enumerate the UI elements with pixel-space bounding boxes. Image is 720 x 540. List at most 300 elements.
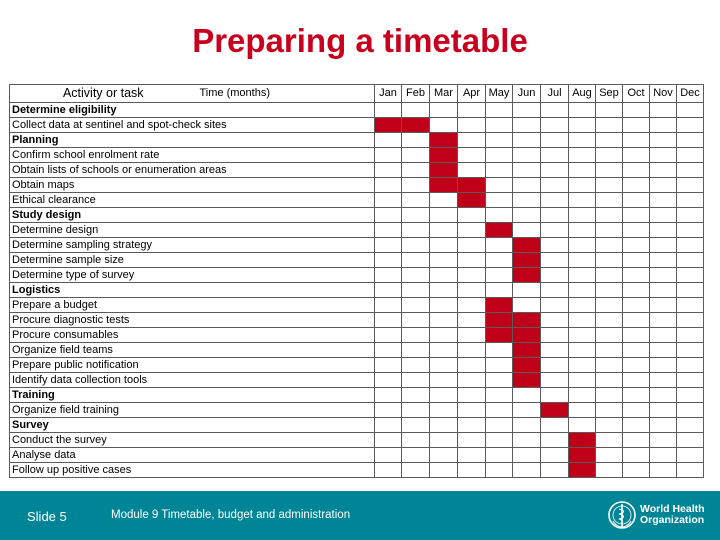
scheduled-cell (430, 178, 458, 193)
empty-cell (677, 328, 704, 343)
task-label: Obtain lists of schools or enumeration areas (10, 163, 375, 178)
empty-cell (458, 298, 486, 313)
empty-cell (650, 118, 677, 133)
scheduled-cell (430, 148, 458, 163)
empty-cell (375, 343, 402, 358)
empty-cell (569, 418, 596, 433)
empty-cell (569, 388, 596, 403)
empty-cell (513, 298, 541, 313)
task-row (10, 403, 704, 418)
empty-cell (623, 433, 650, 448)
empty-cell (541, 118, 569, 133)
empty-cell (677, 343, 704, 358)
empty-cell (677, 148, 704, 163)
task-label: Determine eligibility (10, 103, 375, 118)
empty-cell (402, 313, 430, 328)
scheduled-cell (486, 298, 513, 313)
empty-cell (458, 388, 486, 403)
task-label: Determine sample size (10, 253, 375, 268)
task-label: Determine type of survey (10, 268, 375, 283)
empty-cell (650, 343, 677, 358)
empty-cell (650, 133, 677, 148)
empty-cell (569, 283, 596, 298)
empty-cell (430, 463, 458, 478)
empty-cell (486, 433, 513, 448)
empty-cell (596, 373, 623, 388)
timetable-body (10, 103, 704, 478)
empty-cell (513, 388, 541, 403)
empty-cell (486, 403, 513, 418)
empty-cell (623, 328, 650, 343)
time-header: Time (months) (197, 85, 375, 103)
empty-cell (486, 388, 513, 403)
empty-cell (458, 418, 486, 433)
empty-cell (541, 148, 569, 163)
empty-cell (541, 223, 569, 238)
task-row (10, 433, 704, 448)
empty-cell (623, 418, 650, 433)
task-row (10, 313, 704, 328)
empty-cell (623, 448, 650, 463)
empty-cell (375, 103, 402, 118)
empty-cell (375, 268, 402, 283)
empty-cell (375, 133, 402, 148)
empty-cell (486, 283, 513, 298)
logo-line-1: World Health (640, 503, 705, 515)
empty-cell (402, 223, 430, 238)
empty-cell (569, 373, 596, 388)
empty-cell (458, 403, 486, 418)
empty-cell (677, 193, 704, 208)
empty-cell (486, 148, 513, 163)
empty-cell (458, 133, 486, 148)
month-header-feb: Feb (402, 85, 430, 103)
empty-cell (402, 388, 430, 403)
header-row (10, 85, 704, 103)
scheduled-cell (513, 328, 541, 343)
empty-cell (541, 433, 569, 448)
empty-cell (458, 208, 486, 223)
empty-cell (430, 193, 458, 208)
task-label: Organize field training (10, 403, 375, 418)
empty-cell (375, 448, 402, 463)
empty-cell (402, 328, 430, 343)
empty-cell (677, 133, 704, 148)
scheduled-cell (513, 343, 541, 358)
empty-cell (513, 283, 541, 298)
empty-cell (569, 208, 596, 223)
empty-cell (375, 418, 402, 433)
empty-cell (486, 238, 513, 253)
empty-cell (677, 253, 704, 268)
logo-line-2: Organization (640, 514, 705, 526)
empty-cell (430, 103, 458, 118)
empty-cell (650, 373, 677, 388)
empty-cell (677, 268, 704, 283)
empty-cell (677, 163, 704, 178)
empty-cell (375, 403, 402, 418)
empty-cell (623, 238, 650, 253)
month-header-mar: Mar (430, 85, 458, 103)
scheduled-cell (513, 373, 541, 388)
who-logo (607, 500, 705, 530)
empty-cell (430, 283, 458, 298)
scheduled-cell (513, 238, 541, 253)
empty-cell (402, 238, 430, 253)
task-label: Collect data at sentinel and spot-check sites (10, 118, 375, 133)
empty-cell (458, 163, 486, 178)
month-header-nov: Nov (650, 85, 677, 103)
empty-cell (430, 328, 458, 343)
empty-cell (486, 178, 513, 193)
empty-cell (458, 373, 486, 388)
empty-cell (375, 298, 402, 313)
task-row (10, 328, 704, 343)
empty-cell (458, 253, 486, 268)
empty-cell (430, 388, 458, 403)
empty-cell (677, 103, 704, 118)
empty-cell (458, 313, 486, 328)
empty-cell (596, 103, 623, 118)
empty-cell (458, 433, 486, 448)
empty-cell (402, 253, 430, 268)
empty-cell (650, 163, 677, 178)
task-label: Confirm school enrolment rate (10, 148, 375, 163)
empty-cell (513, 208, 541, 223)
empty-cell (623, 343, 650, 358)
empty-cell (596, 298, 623, 313)
empty-cell (541, 163, 569, 178)
section-row (10, 133, 704, 148)
empty-cell (458, 223, 486, 238)
empty-cell (430, 418, 458, 433)
empty-cell (569, 253, 596, 268)
empty-cell (596, 253, 623, 268)
task-label: Follow up positive cases (10, 463, 375, 478)
empty-cell (430, 253, 458, 268)
empty-cell (486, 193, 513, 208)
empty-cell (677, 178, 704, 193)
empty-cell (430, 268, 458, 283)
slide-title: Preparing a timetable (192, 22, 528, 59)
empty-cell (677, 373, 704, 388)
empty-cell (541, 343, 569, 358)
empty-cell (375, 253, 402, 268)
task-label: Procure consumables (10, 328, 375, 343)
empty-cell (513, 223, 541, 238)
empty-cell (650, 388, 677, 403)
task-row (10, 268, 704, 283)
empty-cell (402, 343, 430, 358)
task-label: Prepare a budget (10, 298, 375, 313)
empty-cell (375, 463, 402, 478)
empty-cell (402, 403, 430, 418)
empty-cell (623, 208, 650, 223)
empty-cell (650, 268, 677, 283)
month-header-oct: Oct (623, 85, 650, 103)
empty-cell (430, 223, 458, 238)
empty-cell (541, 133, 569, 148)
empty-cell (375, 208, 402, 223)
section-row (10, 208, 704, 223)
empty-cell (402, 148, 430, 163)
scheduled-cell (486, 223, 513, 238)
scheduled-cell (458, 193, 486, 208)
empty-cell (458, 283, 486, 298)
module-title: Module 9 Timetable, budget and administration (111, 509, 351, 521)
empty-cell (596, 313, 623, 328)
scheduled-cell (513, 313, 541, 328)
scheduled-cell (569, 463, 596, 478)
empty-cell (430, 313, 458, 328)
empty-cell (541, 298, 569, 313)
empty-cell (541, 208, 569, 223)
empty-cell (623, 103, 650, 118)
empty-cell (513, 178, 541, 193)
empty-cell (430, 358, 458, 373)
empty-cell (375, 238, 402, 253)
empty-cell (402, 418, 430, 433)
empty-cell (486, 253, 513, 268)
empty-cell (402, 298, 430, 313)
empty-cell (402, 133, 430, 148)
empty-cell (569, 268, 596, 283)
empty-cell (623, 358, 650, 373)
month-header-aug: Aug (569, 85, 596, 103)
empty-cell (677, 283, 704, 298)
section-row (10, 418, 704, 433)
empty-cell (458, 103, 486, 118)
task-label: Organize field teams (10, 343, 375, 358)
empty-cell (650, 283, 677, 298)
empty-cell (402, 463, 430, 478)
month-header-dec: Dec (677, 85, 704, 103)
empty-cell (402, 283, 430, 298)
section-row (10, 103, 704, 118)
empty-cell (458, 238, 486, 253)
empty-cell (541, 358, 569, 373)
task-row (10, 358, 704, 373)
empty-cell (650, 238, 677, 253)
month-header-jul: Jul (541, 85, 569, 103)
task-label: Determine sampling strategy (10, 238, 375, 253)
empty-cell (596, 403, 623, 418)
empty-cell (596, 328, 623, 343)
empty-cell (486, 118, 513, 133)
task-label: Planning (10, 133, 375, 148)
empty-cell (623, 193, 650, 208)
empty-cell (623, 463, 650, 478)
empty-cell (513, 193, 541, 208)
empty-cell (596, 268, 623, 283)
empty-cell (596, 148, 623, 163)
task-row (10, 373, 704, 388)
empty-cell (596, 238, 623, 253)
empty-cell (375, 328, 402, 343)
empty-cell (623, 268, 650, 283)
section-row (10, 388, 704, 403)
empty-cell (650, 313, 677, 328)
empty-cell (541, 253, 569, 268)
empty-cell (486, 163, 513, 178)
empty-cell (569, 163, 596, 178)
scheduled-cell (458, 178, 486, 193)
empty-cell (650, 448, 677, 463)
empty-cell (513, 403, 541, 418)
empty-cell (430, 343, 458, 358)
empty-cell (402, 358, 430, 373)
empty-cell (402, 178, 430, 193)
empty-cell (650, 208, 677, 223)
scheduled-cell (541, 403, 569, 418)
empty-cell (541, 448, 569, 463)
empty-cell (596, 193, 623, 208)
empty-cell (596, 208, 623, 223)
empty-cell (596, 358, 623, 373)
empty-cell (623, 283, 650, 298)
task-label: Ethical clearance (10, 193, 375, 208)
empty-cell (677, 208, 704, 223)
empty-cell (541, 178, 569, 193)
empty-cell (677, 388, 704, 403)
task-label: Analyse data (10, 448, 375, 463)
empty-cell (486, 448, 513, 463)
empty-cell (623, 118, 650, 133)
empty-cell (402, 268, 430, 283)
empty-cell (541, 373, 569, 388)
empty-cell (677, 223, 704, 238)
slide-number: Slide 5 (27, 509, 67, 524)
empty-cell (677, 238, 704, 253)
task-label: Training (10, 388, 375, 403)
task-label: Prepare public notification (10, 358, 375, 373)
empty-cell (677, 118, 704, 133)
empty-cell (650, 433, 677, 448)
empty-cell (458, 268, 486, 283)
empty-cell (677, 358, 704, 373)
empty-cell (623, 313, 650, 328)
task-row (10, 463, 704, 478)
empty-cell (430, 403, 458, 418)
empty-cell (596, 223, 623, 238)
task-label: Study design (10, 208, 375, 223)
empty-cell (650, 328, 677, 343)
scheduled-cell (513, 358, 541, 373)
empty-cell (596, 178, 623, 193)
empty-cell (623, 373, 650, 388)
empty-cell (486, 418, 513, 433)
empty-cell (486, 463, 513, 478)
empty-cell (486, 358, 513, 373)
empty-cell (596, 448, 623, 463)
empty-cell (650, 463, 677, 478)
empty-cell (402, 103, 430, 118)
empty-cell (402, 448, 430, 463)
empty-cell (569, 118, 596, 133)
empty-cell (458, 448, 486, 463)
empty-cell (513, 433, 541, 448)
empty-cell (677, 313, 704, 328)
empty-cell (430, 448, 458, 463)
scheduled-cell (430, 163, 458, 178)
empty-cell (458, 328, 486, 343)
empty-cell (596, 283, 623, 298)
empty-cell (650, 253, 677, 268)
empty-cell (375, 313, 402, 328)
empty-cell (569, 298, 596, 313)
task-row (10, 448, 704, 463)
month-header-may: May (486, 85, 513, 103)
empty-cell (486, 208, 513, 223)
empty-cell (650, 298, 677, 313)
task-row (10, 193, 704, 208)
scheduled-cell (430, 133, 458, 148)
empty-cell (596, 463, 623, 478)
task-label: Determine design (10, 223, 375, 238)
empty-cell (486, 133, 513, 148)
empty-cell (375, 283, 402, 298)
scheduled-cell (375, 118, 402, 133)
task-row (10, 253, 704, 268)
empty-cell (569, 403, 596, 418)
timetable-grid (9, 84, 704, 478)
empty-cell (569, 178, 596, 193)
month-header-jan: Jan (375, 85, 402, 103)
empty-cell (513, 118, 541, 133)
empty-cell (402, 433, 430, 448)
empty-cell (430, 208, 458, 223)
empty-cell (596, 118, 623, 133)
empty-cell (513, 448, 541, 463)
empty-cell (596, 163, 623, 178)
task-label: Identify data collection tools (10, 373, 375, 388)
empty-cell (513, 148, 541, 163)
empty-cell (596, 133, 623, 148)
empty-cell (375, 178, 402, 193)
empty-cell (513, 133, 541, 148)
empty-cell (650, 418, 677, 433)
empty-cell (402, 193, 430, 208)
empty-cell (541, 238, 569, 253)
task-row (10, 298, 704, 313)
task-row (10, 178, 704, 193)
empty-cell (650, 358, 677, 373)
empty-cell (569, 313, 596, 328)
empty-cell (623, 148, 650, 163)
empty-cell (677, 298, 704, 313)
empty-cell (677, 418, 704, 433)
empty-cell (541, 418, 569, 433)
empty-cell (569, 193, 596, 208)
empty-cell (623, 298, 650, 313)
scheduled-cell (513, 268, 541, 283)
empty-cell (375, 193, 402, 208)
empty-cell (458, 463, 486, 478)
scheduled-cell (569, 433, 596, 448)
empty-cell (513, 463, 541, 478)
empty-cell (650, 193, 677, 208)
empty-cell (596, 388, 623, 403)
empty-cell (430, 433, 458, 448)
empty-cell (402, 373, 430, 388)
empty-cell (650, 223, 677, 238)
empty-cell (375, 358, 402, 373)
empty-cell (623, 133, 650, 148)
empty-cell (430, 118, 458, 133)
task-row (10, 238, 704, 253)
scheduled-cell (402, 118, 430, 133)
empty-cell (569, 238, 596, 253)
